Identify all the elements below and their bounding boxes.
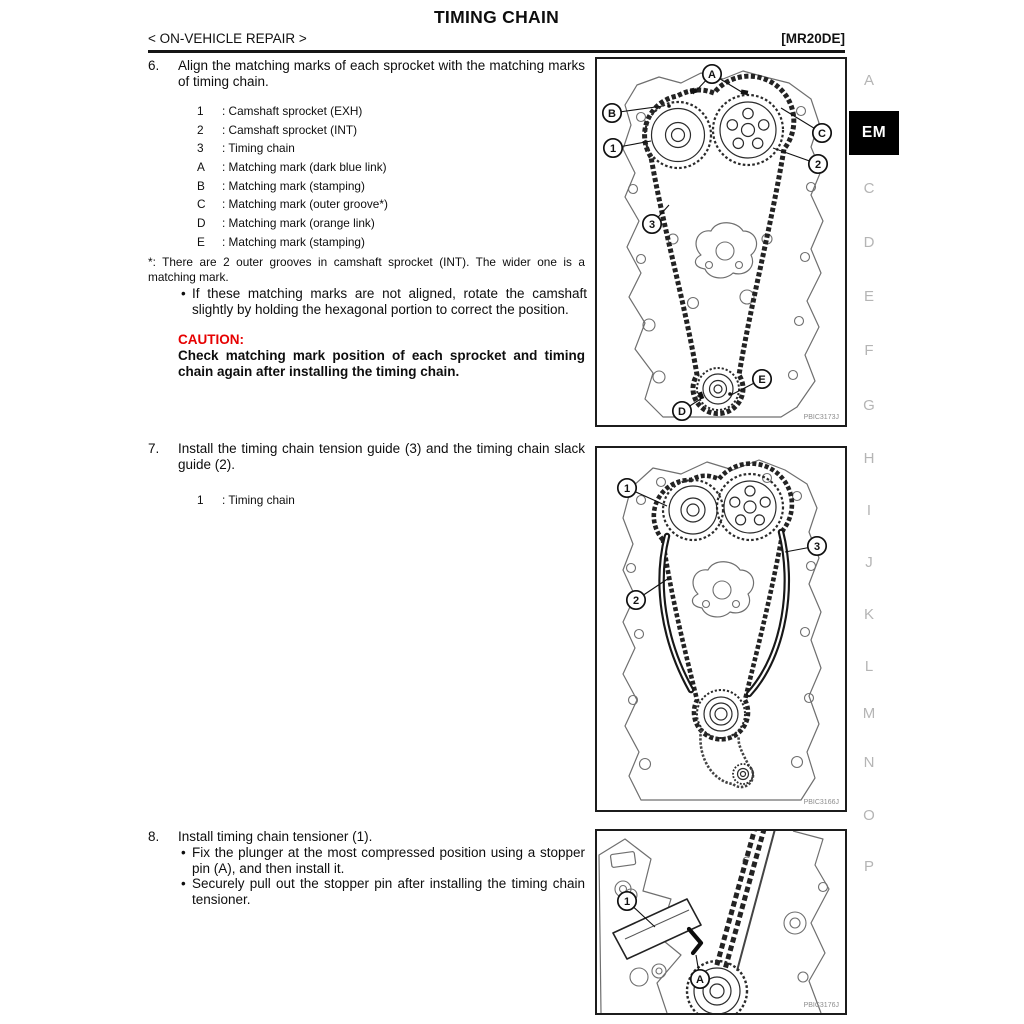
- legend-key: E: [197, 234, 205, 249]
- page-title: TIMING CHAIN: [433, 7, 560, 27]
- section-tab-m: M: [862, 705, 876, 722]
- svg-text:A: A: [696, 973, 704, 986]
- bullet-text: If these matching marks are not aligned, rotate the camshaft slightly by holding the hexagonal portion to correct the position.: [192, 286, 587, 317]
- callout-3: [643, 215, 661, 233]
- callout-1: [618, 892, 636, 910]
- figure-matching-marks: [595, 57, 847, 427]
- breadcrumb: < ON-VEHICLE REPAIR >: [148, 31, 307, 46]
- caution-text: Check matching mark position of each sprocket and timing chain again after installing the timing chain.: [178, 348, 585, 379]
- crankshaft-sprocket: [697, 368, 739, 410]
- stopper-pin: [689, 929, 701, 953]
- camshaft-sprocket-int: [717, 474, 783, 540]
- callout-e: [753, 370, 771, 388]
- step-6-heading: [148, 58, 585, 90]
- legend-desc: : Camshaft sprocket (INT): [222, 122, 358, 137]
- step-6: [148, 58, 585, 438]
- svg-text:D: D: [678, 405, 686, 418]
- step-7-legend: [148, 494, 295, 513]
- section-tab-i: I: [866, 502, 872, 519]
- callout-2: [809, 155, 827, 173]
- section-tab-d: D: [863, 234, 875, 251]
- legend-key: 1: [197, 104, 204, 118]
- legend-key: A: [197, 160, 205, 175]
- step-8-bullet-2: [148, 876, 585, 908]
- bullet-text: Fix the plunger at the most compressed position using a stopper pin (A), and then install it.: [192, 844, 585, 876]
- svg-text:1: 1: [609, 142, 617, 155]
- step-text: Align the matching marks of each sprocket with the matching marks of timing chain.: [178, 58, 585, 89]
- step-8: [148, 829, 585, 939]
- camshaft-sprocket-exh: [663, 480, 723, 540]
- svg-text:1: 1: [623, 895, 631, 908]
- callout-d: [673, 402, 691, 420]
- section-tab-f: F: [864, 342, 874, 359]
- legend-desc: : Matching mark (orange link): [222, 216, 375, 231]
- figure-chain-guides: [595, 446, 847, 812]
- svg-text:C: C: [818, 127, 826, 140]
- section-tab-c: C: [863, 180, 875, 197]
- section-tab-p: P: [863, 858, 874, 875]
- step-8-bullet-1: [148, 845, 585, 877]
- step-text: Install timing chain tensioner (1).: [178, 829, 373, 844]
- callout-b: [603, 104, 621, 122]
- step-7-heading: [148, 441, 585, 473]
- legend-desc: : Matching mark (stamping): [222, 234, 365, 249]
- callout-1: [618, 479, 636, 497]
- legend-desc: : Timing chain: [222, 493, 295, 507]
- section-tab-k: K: [863, 606, 874, 623]
- step-number: 8.: [148, 829, 160, 844]
- legend-item: [148, 217, 388, 236]
- svg-text:3: 3: [648, 218, 656, 231]
- section-tab-em-active: EM: [849, 111, 899, 155]
- footnote: *: There are 2 outer grooves in camshaft sprocket (INT). The wider one is a matching mark.: [148, 255, 585, 284]
- timing-chain-diagram-3: [597, 831, 845, 1013]
- legend-item: [148, 105, 388, 124]
- svg-text:3: 3: [813, 540, 821, 553]
- callout-3: [808, 537, 826, 555]
- timing-chain-diagram-2: [597, 448, 845, 810]
- section-tab-j: J: [865, 554, 873, 571]
- legend-item: [148, 198, 388, 217]
- legend-key: C: [197, 197, 206, 212]
- svg-text:1: 1: [623, 482, 631, 495]
- figure-chain-tensioner: [595, 829, 847, 1015]
- legend-item: [148, 142, 388, 161]
- chain-guide-slack: [662, 536, 691, 690]
- header-rule: [148, 50, 845, 53]
- legend-item: [148, 494, 295, 513]
- legend-desc: : Matching mark (outer groove*): [222, 197, 388, 212]
- svg-text:2: 2: [632, 594, 640, 607]
- step-number: 6.: [148, 58, 160, 73]
- timing-chain-diagram-1: [597, 59, 845, 425]
- callout-a: [703, 65, 721, 83]
- callout-1: [604, 139, 622, 157]
- step-8-heading: [148, 829, 585, 845]
- step-text: Install the timing chain tension guide (3) and the timing chain slack guide (2).: [178, 441, 585, 472]
- page-subheader: [148, 31, 845, 46]
- section-tab-l: L: [864, 658, 874, 675]
- svg-text:A: A: [708, 68, 716, 81]
- figure-code: PBIC3176J: [803, 1002, 839, 1009]
- svg-text:B: B: [608, 107, 616, 120]
- section-tab-h: H: [863, 450, 875, 467]
- svg-text:E: E: [758, 373, 766, 386]
- engine-code-badge: [MR20DE]: [781, 31, 845, 46]
- caution-label: CAUTION:: [178, 332, 244, 347]
- bullet-text: Securely pull out the stopper pin after installing the timing chain tensioner.: [192, 876, 585, 908]
- legend-desc: : Matching mark (stamping): [222, 178, 365, 193]
- legend-key: 2: [197, 122, 204, 137]
- step-7: [148, 441, 585, 531]
- camshaft-sprocket-int: [713, 95, 783, 165]
- section-tab-e: E: [863, 288, 874, 305]
- bullet-marker: •: [181, 876, 186, 892]
- legend-desc: : Camshaft sprocket (EXH): [222, 104, 363, 118]
- figure-code: PBIC3173J: [803, 414, 839, 421]
- svg-text:2: 2: [814, 158, 822, 171]
- legend-desc: : Matching mark (dark blue link): [222, 160, 387, 175]
- legend-item: [148, 236, 388, 255]
- section-tab-a: A: [863, 72, 874, 89]
- legend-item: [148, 124, 388, 143]
- section-tab-o: O: [863, 807, 875, 824]
- figure-code: PBIC3166J: [803, 799, 839, 806]
- legend-item: [148, 180, 388, 199]
- timing-chain: [721, 831, 775, 971]
- legend-item: [148, 161, 388, 180]
- legend-key: B: [197, 178, 205, 193]
- callout-c: [813, 124, 831, 142]
- step-6-bullet: [148, 286, 587, 318]
- legend-desc: : Timing chain: [222, 141, 295, 156]
- section-tab-n: N: [863, 754, 875, 771]
- bullet-marker: •: [181, 286, 186, 301]
- step-6-legend: [148, 105, 388, 255]
- step-number: 7.: [148, 441, 160, 456]
- callout-a: [691, 970, 709, 988]
- section-tab-g: G: [863, 397, 875, 414]
- legend-key: 1: [197, 493, 204, 507]
- callout-2: [627, 591, 645, 609]
- bullet-marker: •: [181, 844, 186, 860]
- chain-guide-tension: [749, 532, 787, 694]
- legend-key: D: [197, 216, 206, 231]
- legend-key: 3: [197, 141, 204, 156]
